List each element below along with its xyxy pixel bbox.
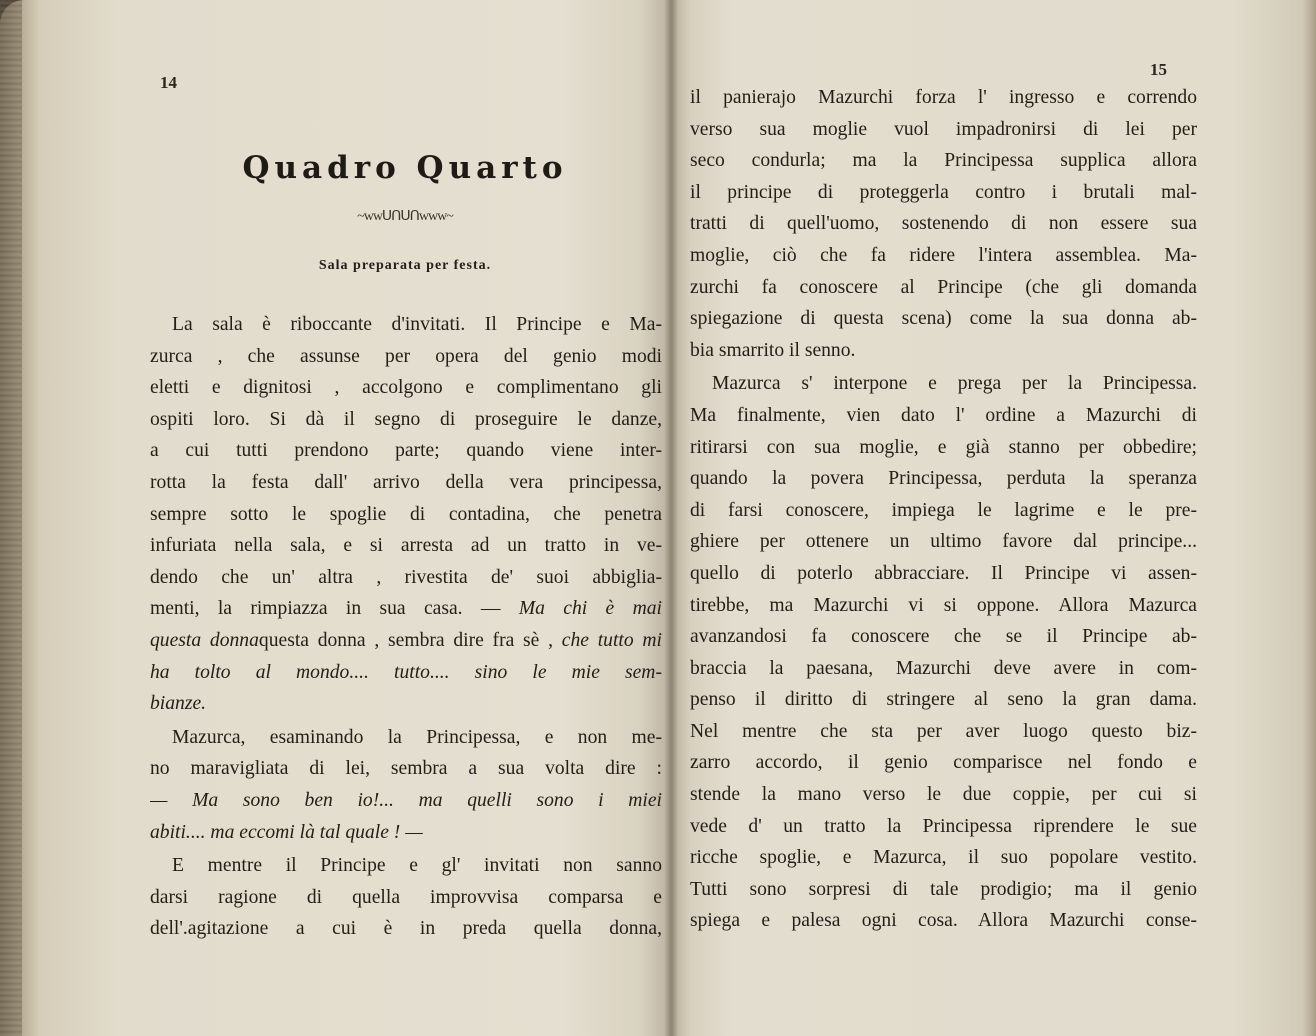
left-page-text bbox=[150, 309, 662, 945]
text-line: quando la povera Principessa, perduta la speranza bbox=[690, 468, 1197, 490]
text-line: ghiere per ottenere un ultimo favore dal principe... bbox=[690, 531, 1197, 553]
text-line: darsi ragione di quella improvvisa comparsa e bbox=[150, 886, 662, 908]
text-line: Nel mentre che sta per aver luogo questo biz- bbox=[690, 720, 1197, 742]
text-line: dendo che un' altra , rivestita de' suoi abbiglia- bbox=[150, 566, 662, 588]
text-line: zarro accordo, il genio comparisce nel fondo e bbox=[690, 752, 1197, 774]
right-page-text bbox=[690, 82, 1197, 937]
page-edge-stack bbox=[0, 0, 22, 1036]
text-line: zurca , che assunse per opera del genio modi bbox=[150, 345, 662, 367]
right-page bbox=[672, 0, 1316, 1036]
text-line: Mazurca s' interpone e prega per la Principessa. bbox=[712, 373, 1197, 395]
text-line: seco condurla; ma la Principessa supplica allora bbox=[690, 150, 1197, 172]
text-line: il principe di proteggerla contro i brutali mal- bbox=[690, 181, 1197, 203]
text-line: spiega e palesa ogni cosa. Allora Mazurchi conse- bbox=[690, 910, 1197, 932]
text-line: il panierajo Mazurchi forza l' ingresso e correndo bbox=[690, 87, 1197, 108]
title-ornament: ~wwᑌᑎᑌᑎwww~ bbox=[357, 209, 453, 224]
text-line: di farsi conoscere, impiega le lagrime e le pre- bbox=[690, 499, 1197, 521]
text-line: tirebbe, ma Mazurchi vi si oppone. Allora Mazurca bbox=[690, 594, 1197, 616]
text-line: E mentre il Principe e gl' invitati non sanno bbox=[172, 855, 662, 877]
text-line: bia smarrito il senno. bbox=[690, 339, 856, 361]
text-line: ha tolto al mondo.... tutto.... sino le mie sem- bbox=[150, 661, 662, 683]
text-line: ospiti loro. Si dà il segno di proseguire le danze, bbox=[150, 408, 662, 430]
text-line: Mazurca, esaminando la Principessa, e non me- bbox=[172, 726, 662, 748]
text-line: dell'.agitazione a cui è in preda quella donna, bbox=[150, 918, 662, 940]
italic-fragment: che tutto mi bbox=[561, 629, 662, 651]
text-line: ritirarsi con sua moglie, e già stanno per obbedire; bbox=[690, 436, 1197, 458]
text-line: — Ma sono ben io!... ma quelli sono i miei bbox=[150, 789, 662, 811]
text-line-mixed bbox=[150, 593, 662, 625]
text-fragment: menti, la rimpiazza in sua casa. — bbox=[150, 598, 519, 620]
text-line: infuriata nella sala, e si arresta ad un tratto in ve- bbox=[150, 535, 662, 557]
text-line: ricche spoglie, e Mazurca, il suo popolare vestito. bbox=[690, 847, 1197, 869]
text-line: tratti di quell'uomo, sostenendo di non essere sua bbox=[690, 213, 1197, 235]
page-number-left: 14 bbox=[160, 73, 177, 92]
text-line: verso sua moglie vuol impadronirsi di lei per bbox=[690, 118, 1197, 140]
italic-fragment: Ma chi è mai bbox=[518, 598, 662, 620]
text-line: Ma finalmente, vien dato l' ordine a Mazurchi di bbox=[690, 404, 1197, 426]
page-number-right: 15 bbox=[1150, 60, 1167, 79]
text-line: braccia la paesana, Mazurchi deve avere in com- bbox=[690, 657, 1197, 679]
text-line: zurchi fa conoscere al Principe (che gli domanda bbox=[690, 276, 1197, 298]
text-line: vede d' un tratto la Principessa riprendere le sue bbox=[690, 815, 1197, 837]
scene-heading: Sala preparata per festa. bbox=[318, 258, 492, 273]
text-line: rotta la festa dall' arrivo della vera principessa, bbox=[150, 471, 662, 493]
text-line: no maravigliata di lei, sembra a sua volta dire : bbox=[150, 758, 662, 780]
text-line-mixed bbox=[150, 625, 662, 657]
text-line: La sala è riboccante d'invitati. Il Principe e Ma- bbox=[172, 314, 662, 335]
text-line: quello di poterlo abbracciare. Il Principe vi assen- bbox=[690, 562, 1197, 584]
text-line: a cui tutti prendono parte; quando viene inter- bbox=[150, 440, 662, 462]
text-line: sempre sotto le spoglie di contadina, che penetra bbox=[150, 503, 662, 525]
text-fragment: questa donna , sembra dire fra sè , bbox=[258, 629, 562, 651]
text-line: stende la mano verso le due coppie, per cui si bbox=[690, 784, 1197, 806]
text-line: abiti.... ma eccomi là tal quale ! — bbox=[150, 821, 423, 843]
text-line: moglie, ciò che fa ridere l'intera assemblea. Ma- bbox=[690, 244, 1197, 266]
text-line: eletti e dignitosi , accolgono e complimentano gli bbox=[150, 377, 662, 399]
text-line: Tutti sono sorpresi di tale prodigio; ma il genio bbox=[690, 878, 1197, 900]
text-line: spiegazione di questa scena) come la sua donna ab- bbox=[690, 308, 1197, 330]
text-line: avanzandosi fa conoscere che se il Principe ab- bbox=[690, 626, 1197, 648]
italic-fragment: questa donna bbox=[150, 629, 259, 651]
text-line: bianze. bbox=[150, 693, 207, 715]
book-spine bbox=[664, 0, 678, 1036]
chapter-title: Quadro Quarto bbox=[242, 150, 568, 186]
text-line: penso il diritto di stringere al seno la gran dama. bbox=[690, 689, 1197, 711]
